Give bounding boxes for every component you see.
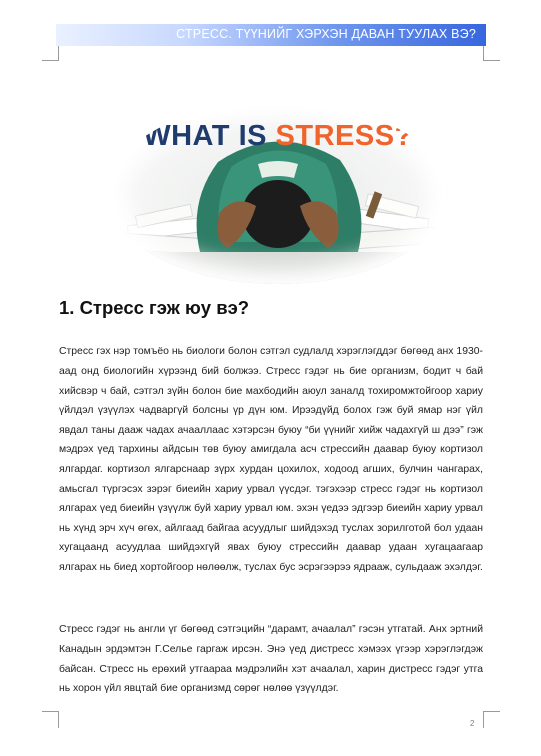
header-title: СТРЕСС. ТҮҮНИЙГ ХЭРХЭН ДАВАН ТУУЛАХ ВЭ? bbox=[176, 27, 476, 41]
stress-illustration bbox=[108, 102, 448, 284]
section-heading: 1. Стресс гэж юу вэ? bbox=[59, 297, 250, 318]
illustration-title-stress: STRESS? bbox=[275, 120, 413, 152]
crop-mark-top-right bbox=[483, 44, 500, 61]
crop-mark-top-left bbox=[42, 44, 59, 61]
body-paragraph-2: Стресс гэдэг нь англи үг бөгөөд сэтгэцийн “дарамт, ачаалал” гэсэн утгатай. Анх эртний Канадын эрдэмтэн Г.Селье гаргаж ирсэн. Энэ үед дистресс хэмээх үгээр хэрэглэгдэж байсан. Стресс нь ерөхий утгаараа мэдрэлийн хэт ачаалал, харин дистресс гэдэг утга нь хорон үйл явцтай бие организмд сөрөг нөлөө үзүүлдэг. bbox=[59, 624, 483, 695]
body-paragraph-1: Стресс гэх нэр томъёо нь биологи болон сэтгэл судлалд хэрэглэгддэг бөгөөд анх 1930-аад онд биологийн хүрээнд бий болжээ. Стресс гэдэг нь бие организм, бодит ч бай хийсвэр ч бай, сэтгэл зүйн болон бие махбодийн аюул заналд тохиромжтойгоор хариу үйлдэл үзүүлэх чадваргүй болсны үр дүн юм. Ирээдүйд болох гэж буй ямар нэг үйл явдал таны дааж чадах ачааллаас хэтэрсэн буюу “би үүнийг хийж чадахгүй ш дээ” гэж мэдрэх үед тархины айдсын төв буюу амигдала асч стрессийн даавар буюу кортизол ялгардаг. кортизол ялгарснаар зүрх хурдан цохилох, ходоод агших, булчин чангарах, амьсгал түргэсэх зэрэг биеийн хариу урвал үүсдэг. тэгэхээр стресс гэдэг нь кортизол ялгарах үед биеийн үзүүлж буй хариу урвал юм. эхэн үедээ эдгээр биеийн хариу урвал нь хүнд эрч хүч өгөх, айлгаад байгаа асуудлыг шийдэхэд туслах зорилготой бол удаан хугацаанд асуудлаа шийдэхгүй явах буюу стрессийн даавар удаан хугацаагаар ялгарах нь биед хортойгоор нөлөөлж, туслах бус эсрэгээрээ ядрааж, сульдааж эхэлдэг. bbox=[59, 346, 483, 573]
page-number: 2 bbox=[470, 719, 475, 728]
crop-mark-bottom-right bbox=[483, 711, 500, 728]
header-banner bbox=[56, 24, 486, 46]
illustration-title bbox=[108, 120, 448, 153]
crop-mark-bottom-left bbox=[42, 711, 59, 728]
illustration-title-what-is: WHAT IS bbox=[143, 120, 276, 152]
